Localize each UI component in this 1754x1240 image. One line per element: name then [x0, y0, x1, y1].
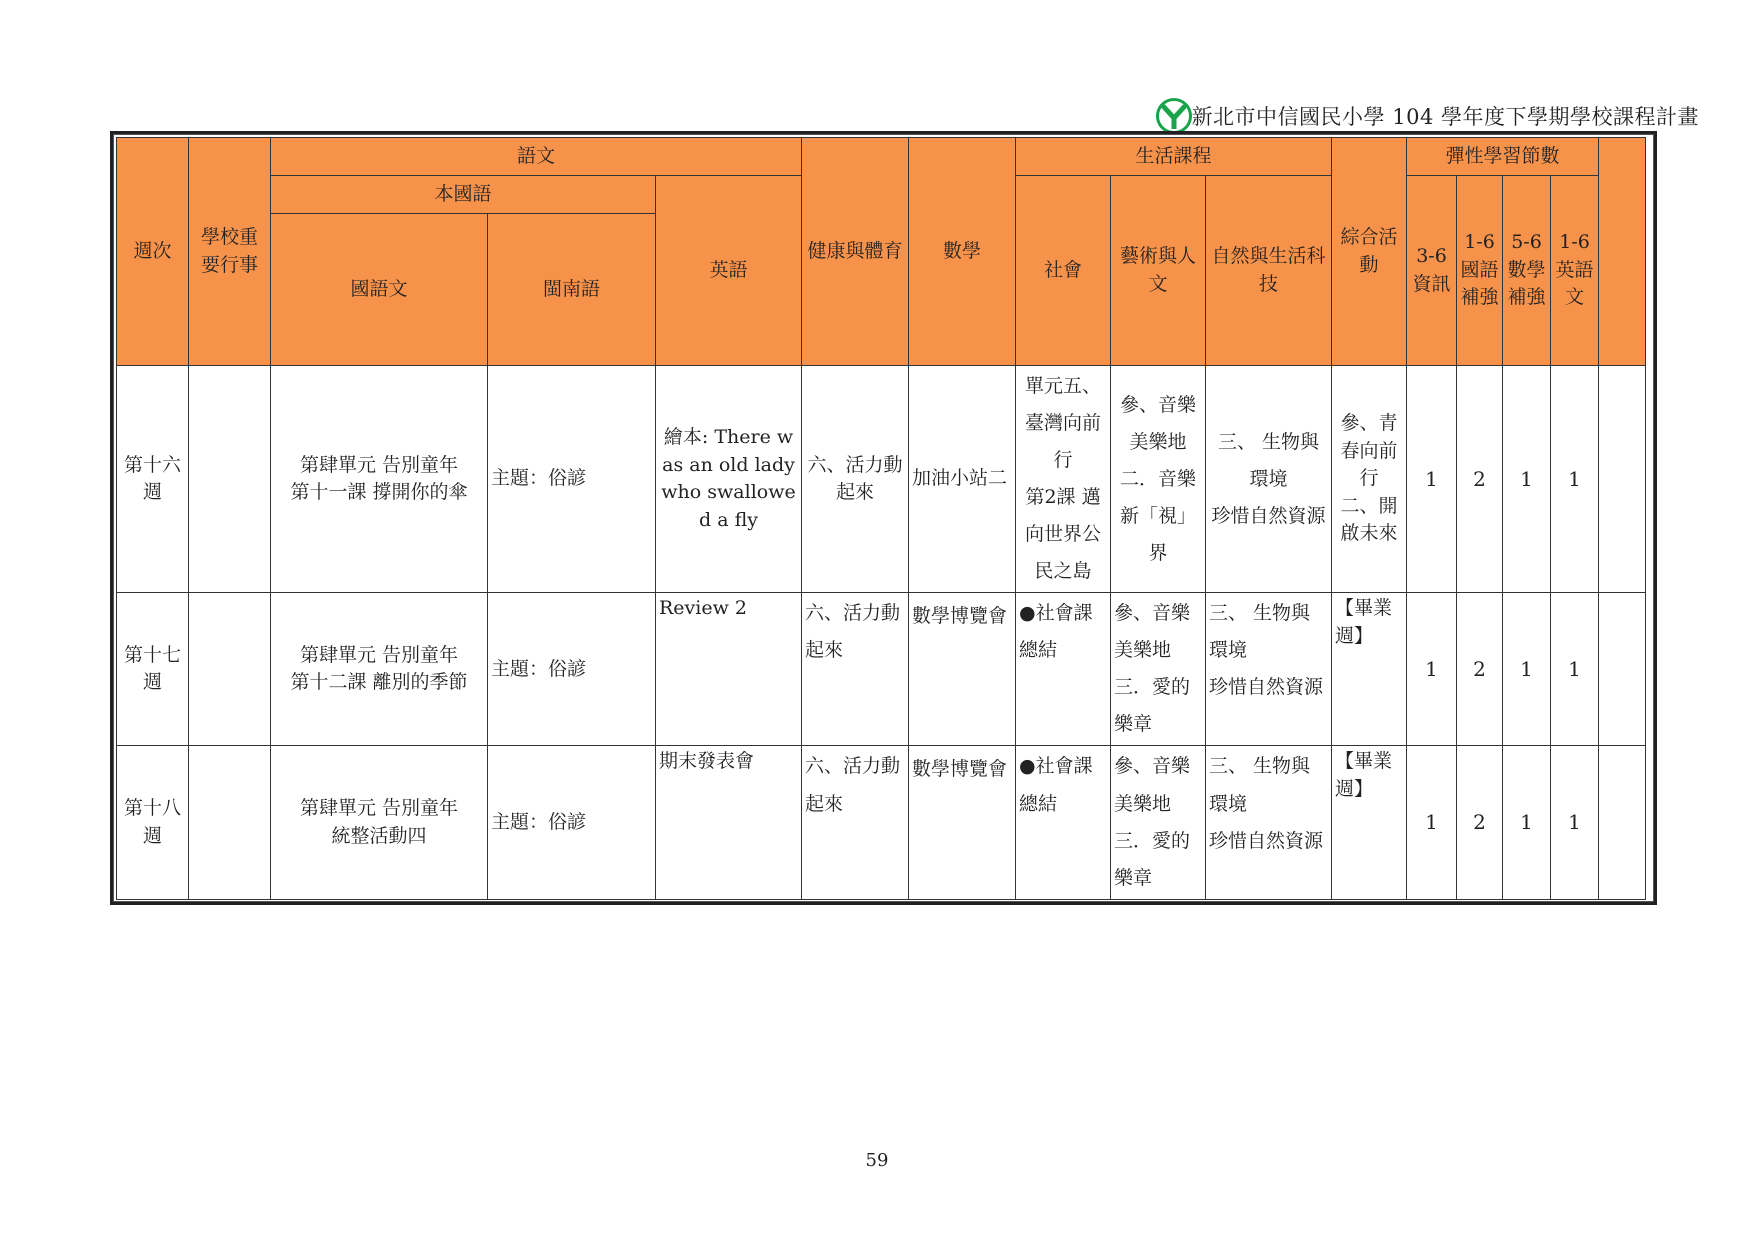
school-logo-icon — [1156, 98, 1192, 134]
header-language-group: 語文 — [271, 138, 802, 176]
flex-mandarin-cell: 2 — [1457, 746, 1503, 899]
flex-info-cell: 1 — [1407, 593, 1457, 746]
flex-english-cell: 1 — [1551, 746, 1599, 899]
math-cell: 數學博覽會 — [909, 593, 1016, 746]
minnan-cell: 主題：俗諺 — [488, 746, 656, 899]
header-life-course: 生活課程 — [1016, 138, 1332, 176]
header-science: 自然與生活科技 — [1206, 176, 1332, 366]
week-cell: 第十八週 — [117, 746, 189, 899]
minnan-cell: 主題：俗諺 — [488, 366, 656, 593]
flex-mandarin-cell: 2 — [1457, 366, 1503, 593]
math-cell: 加油小站二 — [909, 366, 1016, 593]
integrative-cell: 參、青春向前行 二、開啟未來 — [1332, 366, 1407, 593]
header-mandarin: 國語文 — [271, 214, 488, 366]
mandarin-cell: 第肆單元 告別童年 第十一課 撐開你的傘 — [271, 366, 488, 593]
page-number: 59 — [865, 1150, 889, 1171]
arts-cell: 參、音樂美樂地 三．愛的樂章 — [1111, 593, 1206, 746]
header-minnan: 閩南語 — [488, 214, 656, 366]
english-cell: Review 2 — [656, 593, 802, 746]
page-header — [1156, 98, 1699, 134]
events-cell — [189, 593, 271, 746]
header-native-language: 本國語 — [271, 176, 656, 214]
header-flex-mandarin: 1-6國語補強 — [1457, 176, 1503, 366]
arts-cell: 參、音樂美樂地 三．愛的樂章 — [1111, 746, 1206, 899]
flex-info-cell: 1 — [1407, 366, 1457, 593]
social-cell: ●社會課總結 — [1016, 746, 1111, 899]
header-math: 數學 — [909, 138, 1016, 366]
header-english: 英語 — [656, 176, 802, 366]
minnan-cell: 主題：俗諺 — [488, 593, 656, 746]
week-cell: 第十六週 — [117, 366, 189, 593]
science-cell: 三、 生物與環境 珍惜自然資源 — [1206, 593, 1332, 746]
header-flex-info: 3-6資訊 — [1407, 176, 1457, 366]
header-health-pe: 健康與體育 — [802, 138, 909, 366]
health-pe-cell: 六、活力動起來 — [802, 746, 909, 899]
flex-math-cell: 1 — [1503, 746, 1551, 899]
empty-cell — [1599, 746, 1646, 899]
health-pe-cell: 六、活力動起來 — [802, 593, 909, 746]
social-cell: 單元五、臺灣向前行 第2課 邁向世界公民之島 — [1016, 366, 1111, 593]
math-cell: 數學博覽會 — [909, 746, 1016, 899]
curriculum-table — [116, 137, 1646, 900]
header-flex-group: 彈性學習節數 — [1407, 138, 1599, 176]
events-cell — [189, 366, 271, 593]
empty-cell — [1599, 366, 1646, 593]
table-row — [117, 746, 1646, 899]
header-flex-english: 1-6英語文 — [1551, 176, 1599, 366]
table-row — [117, 593, 1646, 746]
week-cell: 第十七週 — [117, 593, 189, 746]
english-cell: 繪本: There was an old lady who swallowed a fly — [656, 366, 802, 593]
english-cell: 期末發表會 — [656, 746, 802, 899]
science-cell: 三、 生物與環境 珍惜自然資源 — [1206, 366, 1332, 593]
science-cell: 三、 生物與環境 珍惜自然資源 — [1206, 746, 1332, 899]
integrative-cell: 【畢業週】 — [1332, 746, 1407, 899]
flex-mandarin-cell: 2 — [1457, 593, 1503, 746]
health-pe-cell: 六、活力動起來 — [802, 366, 909, 593]
table-row — [117, 366, 1646, 593]
arts-cell: 參、音樂美樂地 二．音樂新「視」界 — [1111, 366, 1206, 593]
document-title: 新北市中信國民小學 104 學年度下學期學校課程計畫 — [1191, 105, 1699, 129]
header-social: 社會 — [1016, 176, 1111, 366]
header-flex-math: 5-6數學補強 — [1503, 176, 1551, 366]
header-week: 週次 — [117, 138, 189, 366]
mandarin-cell: 第肆單元 告別童年 統整活動四 — [271, 746, 488, 899]
header-integrative: 綜合活動 — [1332, 138, 1407, 366]
header-events: 學校重要行事 — [189, 138, 271, 366]
integrative-cell: 【畢業週】 — [1332, 593, 1407, 746]
flex-math-cell: 1 — [1503, 366, 1551, 593]
flex-english-cell: 1 — [1551, 593, 1599, 746]
flex-math-cell: 1 — [1503, 593, 1551, 746]
events-cell — [189, 746, 271, 899]
social-cell: ●社會課總結 — [1016, 593, 1111, 746]
flex-english-cell: 1 — [1551, 366, 1599, 593]
header-empty — [1599, 138, 1646, 366]
mandarin-cell: 第肆單元 告別童年 第十二課 離別的季節 — [271, 593, 488, 746]
flex-info-cell: 1 — [1407, 746, 1457, 899]
header-arts: 藝術與人文 — [1111, 176, 1206, 366]
empty-cell — [1599, 593, 1646, 746]
